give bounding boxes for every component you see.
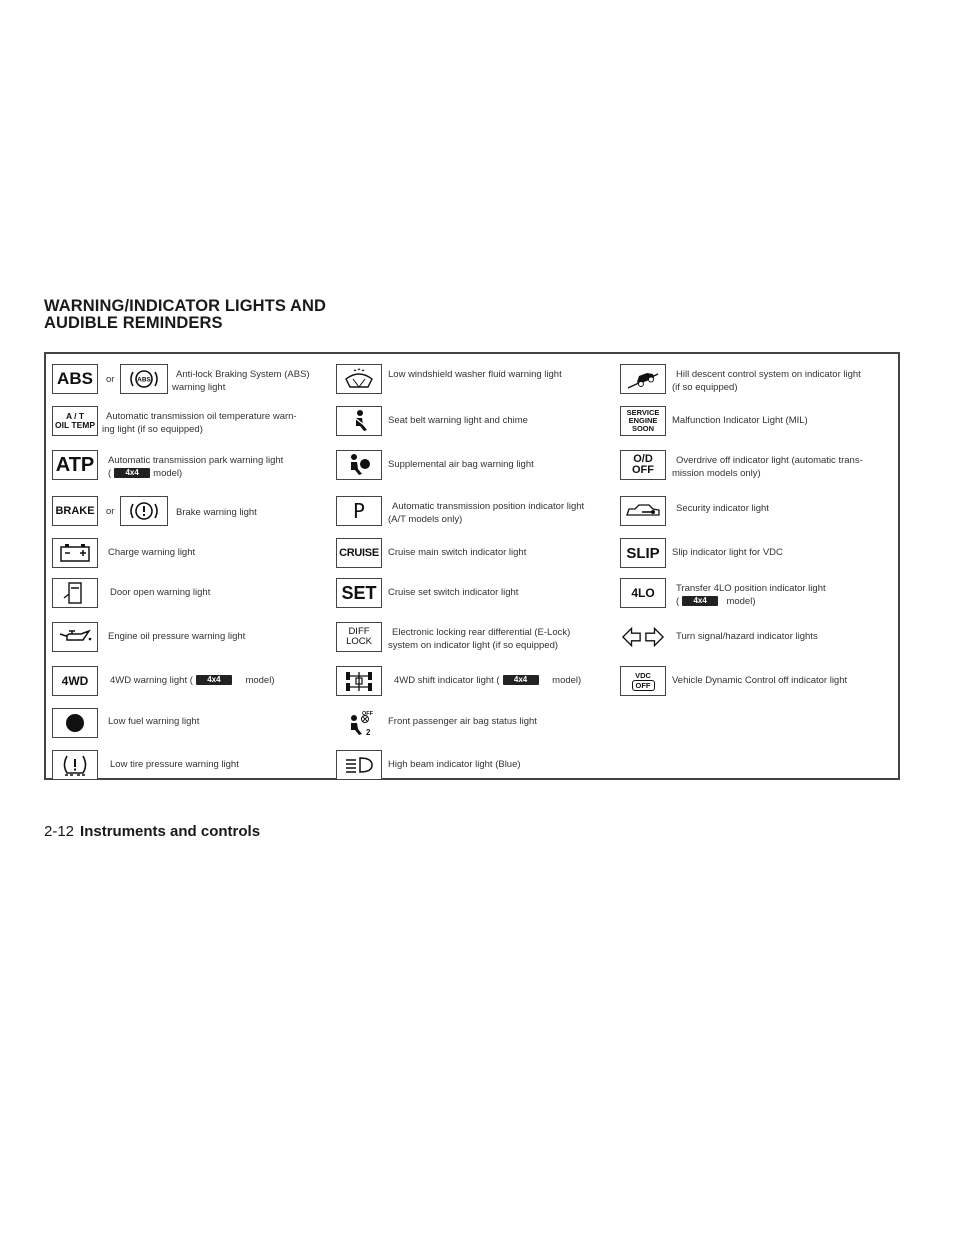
4wd-shift-model-text: model) [552, 675, 582, 686]
4wd-shift-icon [336, 666, 382, 696]
brake-circle-icon [120, 496, 168, 526]
at-oil-temp-description-line2: ing light (if so equipped) [102, 424, 203, 435]
od-icon-line1: O/D [633, 453, 653, 465]
abs-description [172, 368, 310, 394]
atp-description-line2 [108, 467, 283, 480]
atp-open-paren: ( [108, 468, 112, 479]
high-beam-description: High beam indicator light (Blue) [388, 759, 521, 770]
four-by-four-badge-icon: 4x4 [196, 675, 232, 685]
seat-belt-icon [336, 406, 382, 436]
section-heading-line1: WARNING/INDICATOR LIGHTS AND [44, 297, 327, 315]
4wd-shift-description-text: 4WD shift indicator light ( [394, 675, 500, 686]
atp-text-icon: ATP [52, 450, 98, 480]
4lo-description-line1: Transfer 4LO position indicator light [676, 583, 826, 594]
at-oil-temp-icon [52, 406, 98, 436]
section-heading [44, 298, 326, 332]
washer-fluid-icon [336, 364, 382, 394]
indicator-lights-panel [44, 352, 900, 780]
vdc-off-icon [620, 666, 666, 696]
or-text: or [106, 374, 115, 385]
atp-description [108, 454, 283, 480]
vdc-off-description: Vehicle Dynamic Control off indicator light [672, 675, 848, 686]
position-p-icon: P [336, 496, 382, 526]
at-oil-temp-icon-line2: OIL TEMP [55, 420, 95, 430]
page-number: 2-12 [44, 823, 75, 840]
atp-model-text: model) [153, 468, 183, 479]
passenger-icon-off-label: OFF [362, 711, 373, 717]
air-bag-description: Supplemental air bag warning light [388, 459, 534, 470]
abs-circle-icon [120, 364, 168, 394]
four-by-four-badge-icon: 4x4 [682, 596, 718, 606]
hill-descent-description [672, 368, 861, 394]
at-oil-temp-description-line1: Automatic transmission oil temperature warn- [106, 411, 297, 422]
mil-icon-line3: SOON [631, 424, 655, 433]
4wd-text-icon: 4WD [52, 666, 98, 696]
overdrive-off-icon [620, 450, 666, 480]
air-bag-icon [336, 450, 382, 480]
abs-description-line2: warning light [172, 382, 226, 393]
set-description: Cruise set switch indicator light [388, 587, 519, 598]
4lo-open-paren: ( [676, 596, 680, 607]
battery-icon [52, 538, 98, 568]
4wd-shift-description [394, 674, 581, 687]
od-icon-line2: OFF [632, 464, 654, 476]
cruise-description: Cruise main switch indicator light [388, 547, 527, 558]
door-open-icon [52, 578, 98, 608]
od-description-line1: Overdrive off indicator light (automatic trans- [676, 455, 863, 466]
4wd-description-text: 4WD warning light ( [110, 675, 193, 686]
vdc-icon-line2: OFF [632, 680, 655, 691]
abs-description-line1: Anti-lock Braking System (ABS) [176, 369, 310, 380]
door-description: Door open warning light [110, 587, 211, 598]
footer-section-title: Instruments and controls [80, 823, 261, 840]
passenger-air-bag-description: Front passenger air bag status light [388, 716, 537, 727]
hill-descent-description-line1: Hill descent control system on indicator light [676, 369, 861, 380]
diff-lock-description [388, 626, 570, 652]
oil-can-icon [52, 622, 98, 652]
hill-descent-description-line2: (if so equipped) [672, 382, 738, 393]
diff-lock-icon-line2: LOCK [346, 636, 372, 647]
mil-icon-line2: ENGINE [628, 416, 658, 425]
diff-lock-icon [336, 622, 382, 652]
svg-text:ABS: ABS [137, 376, 151, 384]
4wd-model-text: model) [245, 675, 275, 686]
service-engine-soon-icon [620, 406, 666, 436]
at-oil-temp-icon-line1: A / T [65, 411, 85, 421]
four-by-four-badge-icon: 4x4 [114, 468, 150, 478]
od-description-line2: mission models only) [672, 468, 761, 479]
turn-signal-arrows-icon [620, 622, 666, 652]
turn-signal-description: Turn signal/hazard indicator lights [676, 631, 818, 642]
4lo-text-icon: 4LO [620, 578, 666, 608]
charge-description: Charge warning light [108, 547, 196, 558]
mil-description: Malfunction Indicator Light (MIL) [672, 415, 808, 426]
4lo-description [676, 582, 826, 608]
high-beam-icon [336, 750, 382, 780]
tire-pressure-icon [52, 750, 98, 780]
seat-belt-description: Seat belt warning light and chime [388, 415, 528, 426]
diff-lock-description-line2: system on indicator light (if so equipped) [388, 640, 559, 651]
section-heading-line2: AUDIBLE REMINDERS [44, 314, 223, 332]
vdc-icon-line1: VDC [635, 671, 651, 680]
position-description-line1: Automatic transmission position indicator light [392, 501, 585, 512]
four-by-four-badge-icon: 4x4 [503, 675, 539, 685]
fuel-dot-icon [52, 708, 98, 738]
passenger-air-bag-icon [336, 708, 382, 738]
page-footer [44, 823, 260, 840]
washer-description: Low windshield washer fluid warning light [388, 369, 562, 380]
position-description [388, 500, 584, 526]
4wd-description [110, 674, 275, 687]
hill-descent-icon [620, 364, 666, 394]
or-text: or [106, 506, 115, 517]
diff-lock-icon-line1: DIFF [348, 626, 370, 637]
diff-lock-description-line1: Electronic locking rear differential (E-Lock) [392, 627, 571, 638]
slip-text-icon: SLIP [620, 538, 666, 568]
security-description: Security indicator light [676, 503, 769, 514]
brake-text-icon: BRAKE [52, 496, 98, 526]
low-tire-description: Low tire pressure warning light [110, 759, 239, 770]
security-car-key-icon [620, 496, 666, 526]
set-text-icon: SET [336, 578, 382, 608]
passenger-icon-number: 2 [366, 728, 371, 737]
low-fuel-description: Low fuel warning light [108, 716, 200, 727]
cruise-text-icon: CRUISE [336, 538, 382, 568]
4lo-description-line2 [676, 595, 826, 608]
overdrive-off-description [672, 454, 863, 480]
4lo-model-text: model) [726, 596, 756, 607]
at-oil-temp-description [102, 410, 297, 436]
slip-description: Slip indicator light for VDC [672, 547, 783, 558]
brake-description: Brake warning light [176, 507, 257, 518]
position-description-line2: (A/T models only) [388, 514, 463, 525]
oil-pressure-description: Engine oil pressure warning light [108, 631, 246, 642]
atp-description-line1: Automatic transmission park warning light [108, 455, 284, 466]
mil-icon-line1: SERVICE [626, 408, 660, 417]
abs-text-icon: ABS [52, 364, 98, 394]
